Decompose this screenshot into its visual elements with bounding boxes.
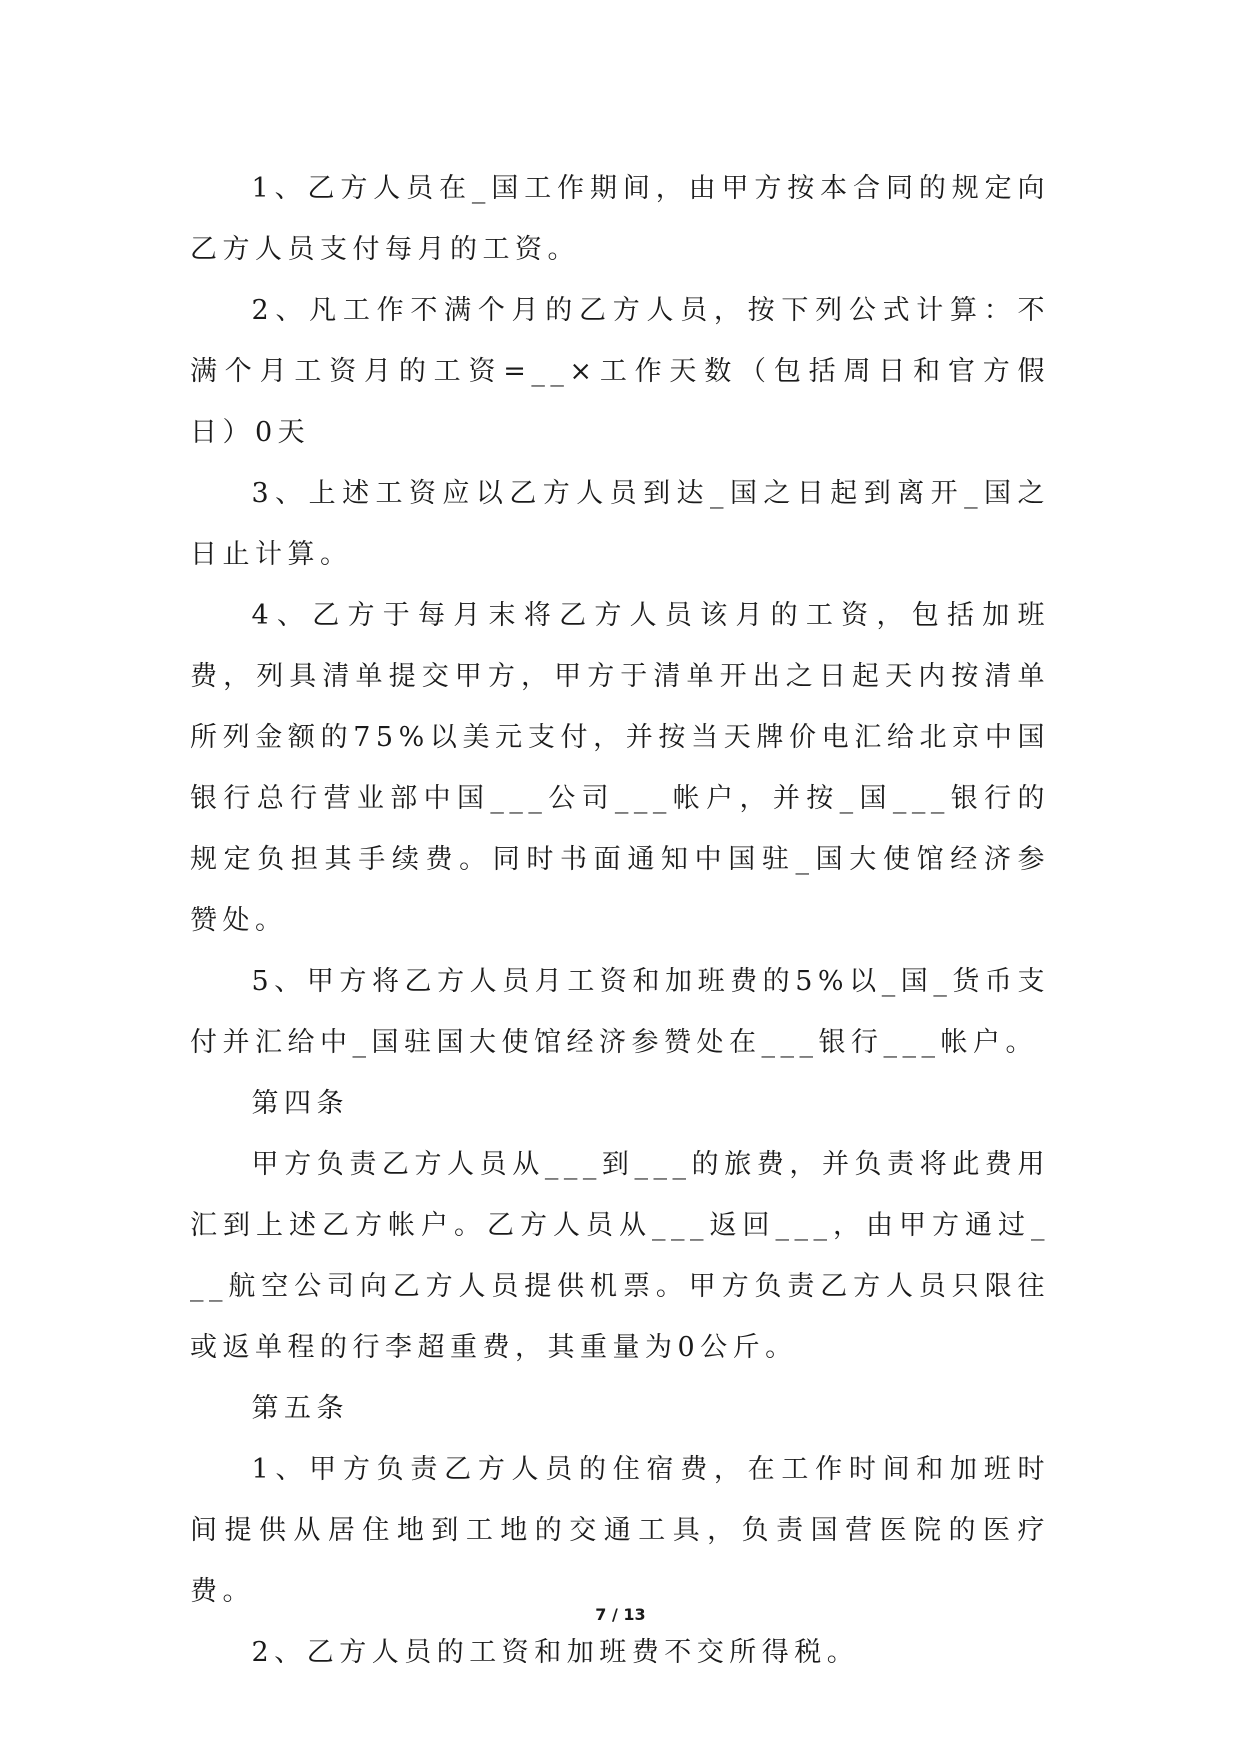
page-number: 7 / 13: [595, 1605, 646, 1624]
article-4-heading: 第四条: [251, 1088, 350, 1119]
paragraph-travel-expenses: 甲方负责乙方人员从___到___的旅费，并负责将此费用汇到上述乙方帐户。乙方人员从___返回___，由甲方通过___航空公司向乙方人员提供机票。甲方负责乙方人员只限往或返单程的行李超重费，其重量为0公斤。: [190, 1149, 1050, 1363]
paragraph-partial-month-formula: 2、凡工作不满个月的乙方人员，按下列公式计算：不满个月工资月的工资=__×工作天数（包括周日和官方假日）0天: [190, 295, 1050, 448]
paragraph-salary-payment: 1、乙方人员在_国工作期间，由甲方按本合同的规定向乙方人员支付每月的工资。: [190, 173, 1050, 265]
paragraph-accommodation: 1、甲方负责乙方人员的住宿费，在工作时间和加班时间提供从居住地到工地的交通工具，负责国营医院的医疗费。: [190, 1454, 1050, 1607]
paragraph-monthly-statement: 4、乙方于每月末将乙方人员该月的工资，包括加班费，列具清单提交甲方，甲方于清单开出之日起天内按清单所列金额的75%以美元支付，并按当天牌价电汇给北京中国银行总行营业部中国___公司___帐户，并按_国___银行的规定负担其手续费。同时书面通知中国驻_国大使馆经济参赞处。: [190, 600, 1050, 936]
paragraph-income-tax: 2、乙方人员的工资和加班费不交所得税。: [251, 1637, 860, 1668]
article-5-heading: 第五条: [251, 1393, 350, 1424]
paragraph-salary-period: 3、上述工资应以乙方人员到达_国之日起到离开_国之日止计算。: [190, 478, 1050, 570]
paragraph-currency-remittance: 5、甲方将乙方人员月工资和加班费的5%以_国_货币支付并汇给中_国驻国大使馆经济参赞处在___银行___帐户。: [190, 966, 1050, 1058]
document-body: [190, 158, 1050, 1683]
